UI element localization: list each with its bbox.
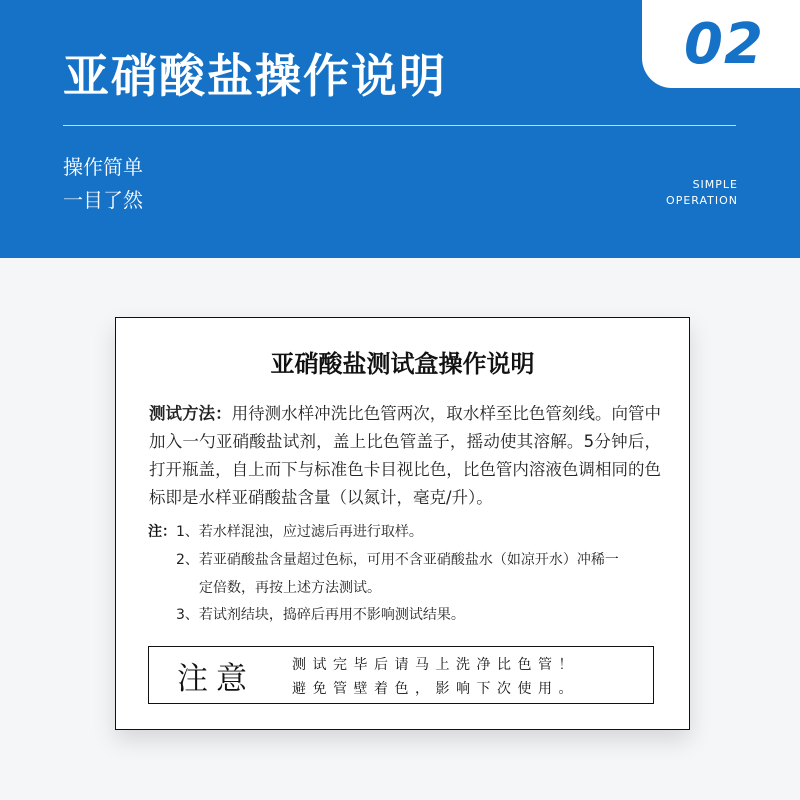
warning-box	[148, 646, 654, 704]
note-item-3: 3、若试剂结块，捣碎后再用不影响测试结果。	[176, 607, 465, 623]
card-title: 亚硝酸盐测试盒操作说明	[270, 350, 535, 378]
note-item-2-continued: 定倍数，再按上述方法测试。	[199, 580, 381, 596]
header-divider	[63, 125, 736, 126]
note-item-1: 1、若水样混浊，应过滤后再进行取样。	[176, 524, 423, 540]
slogan-line-1: 操作简单	[63, 155, 143, 179]
warning-line-2: 避免管壁着色，影响下次使用。	[292, 681, 579, 697]
note-item-2: 2、若亚硝酸盐含量超过色标，可用不含亚硝酸盐水（如凉开水）冲稀一	[176, 552, 619, 568]
warning-label: 注意	[177, 661, 255, 697]
test-method-text: 用待测水样冲洗比色管两次，取水样至比色管刻线。向管中加入一勺亚硝酸盐试剂，盖上比色管盖子，摇动使其溶解。5分钟后，打开瓶盖，自上而下与标准色卡目视比色，比色管内溶液色调相同的色标即是水样亚硝酸盐含量（以氮计，毫克/升）。	[149, 404, 662, 507]
test-method-label: 测试方法：	[149, 404, 232, 423]
slogan-line-2: 一目了然	[63, 188, 143, 212]
section-number: 02	[684, 11, 764, 77]
notes-label: 注：	[148, 524, 176, 540]
test-method-paragraph	[149, 400, 661, 512]
english-tag-line-2: OPERATION	[666, 194, 738, 207]
instruction-card	[115, 317, 690, 730]
page-title: 亚硝酸盐操作说明	[63, 49, 447, 103]
warning-line-1: 测试完毕后请马上洗净比色管！	[292, 657, 579, 673]
section-number-badge	[642, 0, 800, 88]
english-tag-line-1: SIMPLE	[692, 178, 738, 191]
header-banner	[0, 0, 800, 258]
